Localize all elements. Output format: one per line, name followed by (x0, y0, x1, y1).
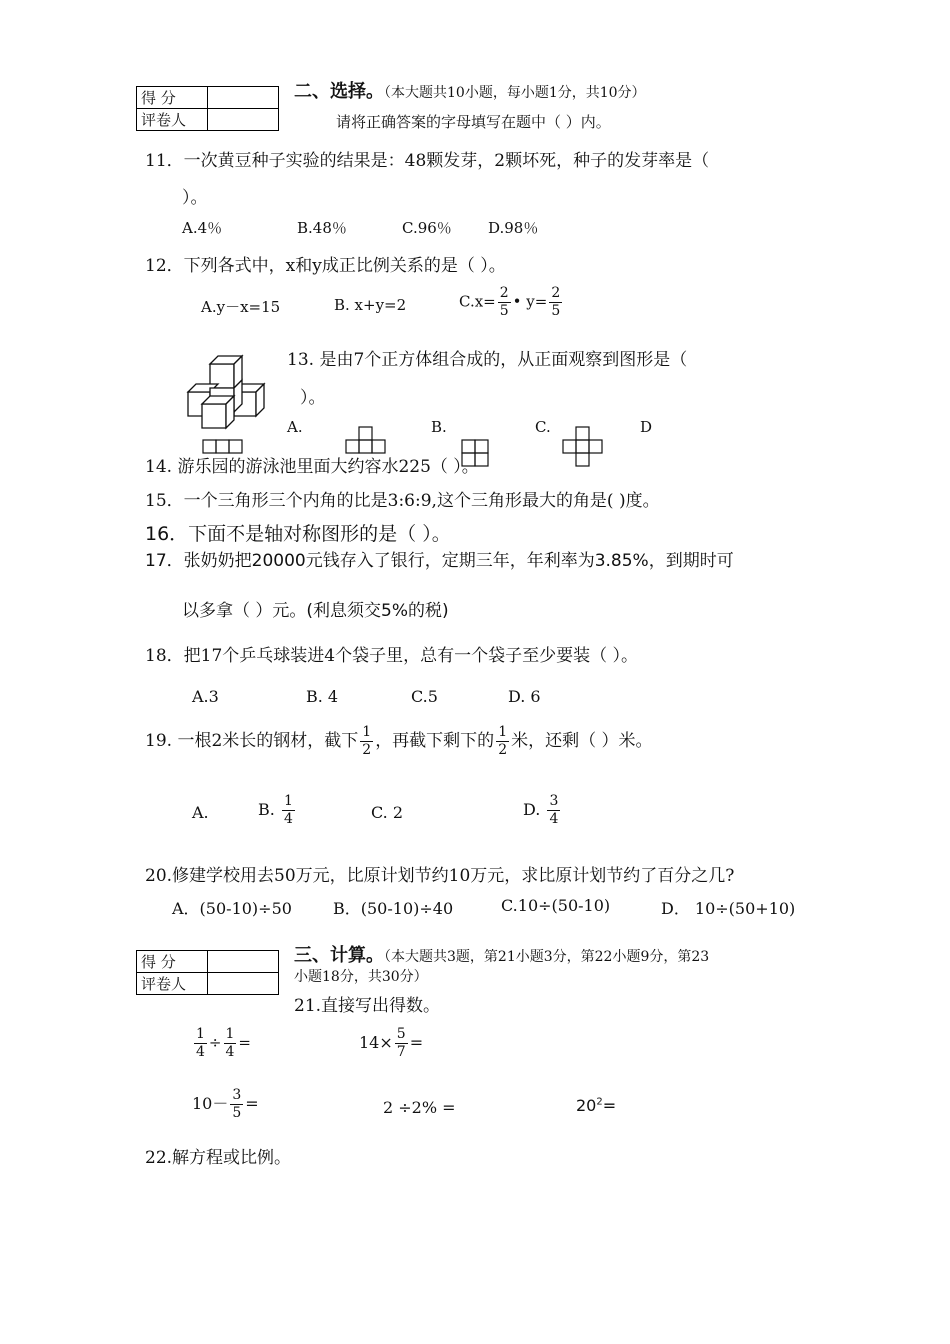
q20-option-c[interactable]: C.10÷(50-10) (501, 896, 611, 915)
grader-cell[interactable] (208, 109, 279, 131)
equals: = (409, 1033, 424, 1052)
q11-stem-line1: 11．一次黄豆种子实验的结果是：48颗发芽，2颗坏死，种子的发芽率是（ (145, 151, 710, 171)
q13-stem-line1: 13. 是由7个正方体组合成的，从正面观察到图形是（ (287, 350, 688, 370)
section3-note-line2: 小题18分，共30分） (294, 969, 428, 985)
q19-part2: ，再截下剩下的 (375, 731, 495, 751)
q18-option-c[interactable]: C.5 (411, 687, 438, 706)
q12-option-c[interactable] (459, 285, 564, 320)
section2-note: （本大题共10小题，每小题1分，共10分） (384, 85, 646, 101)
q13-stem-line2: ）。 (300, 388, 326, 408)
q22-stem: 22.解方程或比例。 (145, 1148, 292, 1168)
q19-option-b[interactable] (258, 793, 297, 828)
numerator: 3 (232, 1087, 242, 1103)
q12-stem: 12．下列各式中，x和y成正比例关系的是（ ）。 (145, 256, 506, 276)
fraction (547, 793, 560, 828)
q18-option-d[interactable]: D. 6 (508, 687, 541, 706)
q21-expr-4: 2 ÷2% = (383, 1098, 456, 1117)
numerator: 2 (551, 285, 561, 301)
q21-expr-3 (192, 1087, 259, 1122)
exponent: 2 (596, 1096, 603, 1108)
numerator: 1 (225, 1026, 235, 1042)
section3-title: 三、计算。 (294, 945, 384, 966)
q18-option-a[interactable]: A.3 (192, 687, 219, 706)
q19-option-c[interactable]: C. 2 (371, 803, 404, 822)
denominator: 4 (283, 811, 293, 827)
numerator: 1 (196, 1026, 205, 1042)
q12-option-c-mid: • y= (512, 292, 548, 311)
grader-label: 评卷人 (137, 973, 208, 995)
equals: = (602, 1096, 617, 1115)
score-cell[interactable] (208, 87, 279, 109)
q21-expr-1 (192, 1026, 251, 1061)
denominator: 7 (396, 1044, 406, 1060)
section2-instruction: 请将正确答案的字母填写在题中（ ）内。 (336, 113, 611, 131)
q11-option-b[interactable]: B.48％ (297, 219, 347, 237)
denominator: 4 (225, 1044, 235, 1060)
score-table-1 (136, 86, 279, 131)
operator: ÷ (208, 1033, 222, 1052)
numerator: 1 (283, 793, 293, 809)
q11-stem-line2: ）。 (182, 188, 208, 208)
q11-option-a[interactable]: A.4％ (182, 219, 223, 237)
q19-part1: 19. 一根2米长的钢材，截下 (145, 731, 359, 751)
fraction (496, 724, 509, 759)
q21-stem: 21.直接写出得数。 (294, 996, 441, 1016)
numerator: 1 (498, 724, 508, 740)
q11-option-c[interactable]: C.96％ (402, 219, 452, 237)
q13-option-d[interactable]: D (640, 418, 653, 436)
numerator: 5 (396, 1026, 406, 1042)
q12-option-c-prefix: C.x= (459, 292, 496, 311)
equals: = (238, 1033, 251, 1052)
denominator: 5 (551, 303, 561, 319)
section3-header (294, 941, 709, 967)
denominator: 2 (498, 742, 508, 758)
fraction (498, 285, 511, 320)
numerator: 2 (499, 285, 509, 301)
fraction (282, 793, 295, 828)
base: 20 (576, 1096, 597, 1115)
grader-label: 评卷人 (137, 109, 208, 131)
numerator: 3 (549, 793, 559, 809)
q19-option-d[interactable] (523, 793, 562, 828)
q17-stem-line1: 17．张奶奶把20000元钱存入了银行，定期三年，年利率为3.85%，到期时可 (145, 551, 734, 571)
equals: = (245, 1094, 259, 1113)
q13-option-a[interactable]: A. (287, 418, 303, 436)
q15-stem: 15．一个三角形三个内角的比是3:6:9,这个三角形最大的角是( )度。 (145, 491, 660, 511)
denominator: 2 (362, 742, 372, 758)
q17-stem-line2: 以多拿（ ）元。(利息须交5%的税) (182, 601, 449, 621)
denominator: 5 (232, 1105, 242, 1121)
score-cell[interactable] (208, 951, 279, 973)
fraction (230, 1087, 243, 1122)
q21-expr-2 (359, 1026, 423, 1061)
q19-part3: 米，还剩（ ）米。 (511, 731, 653, 751)
grader-cell[interactable] (208, 973, 279, 995)
q21-expr-5 (576, 1096, 616, 1115)
score-label: 得 分 (137, 87, 208, 109)
q11-option-d[interactable]: D.98％ (488, 219, 539, 237)
q19-stem (145, 724, 653, 759)
q18-stem: 18．把17个乒乓球装进4个袋子里，总有一个袋子至少要装（ ）。 (145, 646, 638, 666)
section3-note-line1: （本大题共3题，第21小题3分，第22小题9分，第23 (384, 949, 710, 965)
option-b-shape (345, 426, 387, 454)
cube-figure (184, 352, 274, 432)
q18-option-b[interactable]: B. 4 (306, 687, 339, 706)
q21-expr-2-prefix: 14× (359, 1033, 393, 1052)
score-table-2 (136, 950, 279, 995)
section2-header (294, 77, 646, 103)
q20-stem: 20.修建学校用去50万元，比原计划节约10万元，求比原计划节约了百分之几? (145, 866, 735, 886)
q21-expr-3-prefix: 10－ (192, 1094, 229, 1113)
fraction (360, 724, 373, 759)
q12-option-b[interactable]: B. x+y=2 (334, 296, 407, 314)
q20-option-d[interactable]: D． 10÷(50+10) (661, 899, 796, 918)
q20-option-b[interactable]: B．(50-10)÷40 (333, 899, 454, 918)
q19-option-a[interactable]: A. (192, 803, 209, 822)
fraction (395, 1026, 408, 1061)
q16-stem: 16．下面不是轴对称图形的是（ ）。 (145, 523, 451, 545)
numerator: 1 (362, 724, 372, 740)
section2-title: 二、选择。 (294, 81, 384, 102)
q19-option-b-label: B. (258, 800, 275, 819)
fraction (549, 285, 562, 320)
fraction (194, 1026, 207, 1061)
q14-stem: 14. 游乐园的游泳池里面大约容水225（ ）。 (145, 457, 479, 477)
q20-option-a[interactable]: A．(50-10)÷50 (172, 899, 292, 918)
denominator: 4 (549, 811, 559, 827)
option-d-shape (562, 426, 604, 468)
denominator: 4 (196, 1044, 205, 1060)
denominator: 5 (499, 303, 509, 319)
q13-option-c[interactable]: C. (535, 418, 551, 436)
score-label: 得 分 (137, 951, 208, 973)
q19-option-d-label: D. (523, 800, 541, 819)
q12-option-a[interactable]: A.y－x=15 (201, 298, 281, 316)
fraction (224, 1026, 237, 1061)
q13-option-b[interactable]: B. (431, 418, 447, 436)
